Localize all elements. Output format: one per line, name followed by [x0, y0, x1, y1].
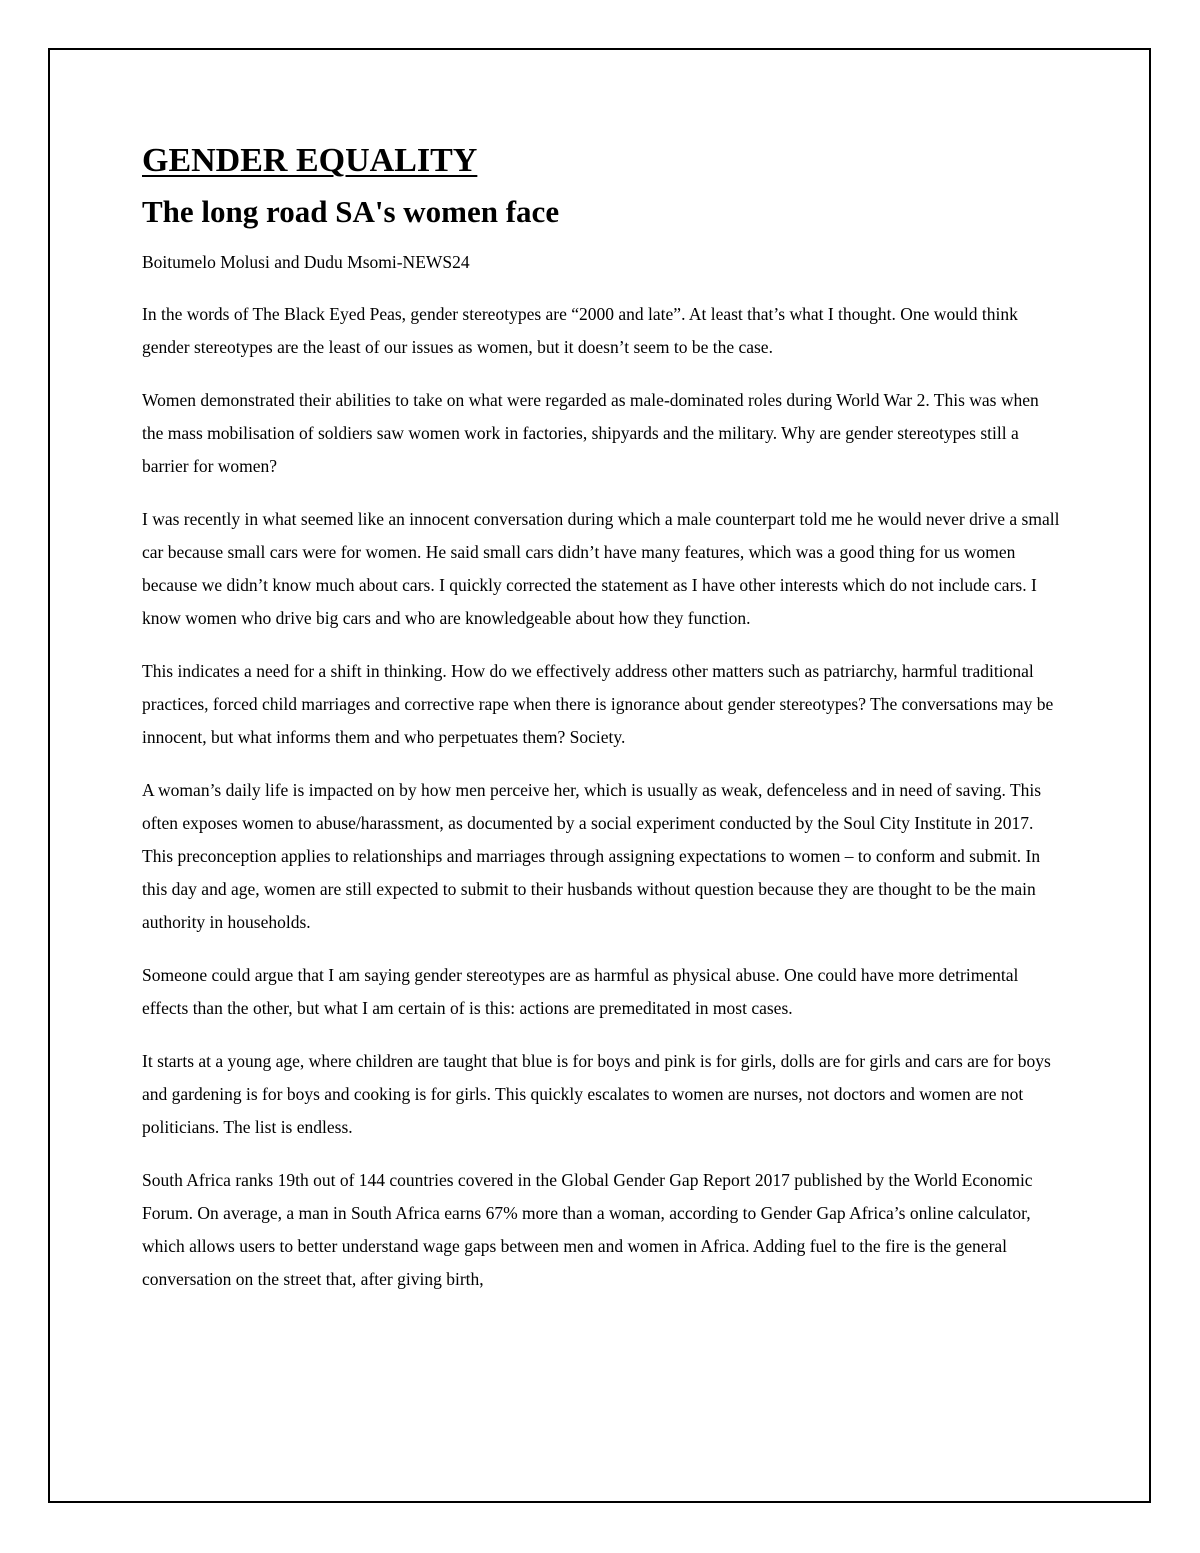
- article: [142, 138, 1062, 1296]
- paragraph-2: Women demonstrated their abilities to take on what were regarded as male-dominated roles during World War 2. This was when the mass mobilisation of soldiers saw women work in factories, shipyards and the military. Why are gender stereotypes still a barrier for women?: [142, 390, 1039, 476]
- article-title: GENDER EQUALITY: [142, 142, 478, 179]
- paragraph-8: South Africa ranks 19th out of 144 countries covered in the Global Gender Gap Report 2017 published by the World Economic Forum. On average, a man in South Africa earns 67% more than a woman, according to Gender Gap Africa’s online calculator, which allows users to better understand wage gaps between men and women in Africa. Adding fuel to the fire is the general conversation on the street that, after giving birth,: [142, 1170, 1033, 1289]
- paragraph-7: It starts at a young age, where children are taught that blue is for boys and pink is for girls, dolls are for girls and cars are for boys and gardening is for boys and cooking is for girls. This quickly escalates to women are nurses, not doctors and women are not politicians. The list is endless.: [142, 1051, 1051, 1137]
- paragraph-1: In the words of The Black Eyed Peas, gender stereotypes are “2000 and late”. At least that’s what I thought. One would think gender stereotypes are the least of our issues as women, but it doesn’t seem to be the case.: [142, 304, 1018, 357]
- paragraph-4: This indicates a need for a shift in thinking. How do we effectively address other matters such as patriarchy, harmful traditional practices, forced child marriages and corrective rape when there is ignorance about gender stereotypes? The conversations may be innocent, but what informs them and who perpetuates them? Society.: [142, 661, 1054, 747]
- paragraph-5: A woman’s daily life is impacted on by how men perceive her, which is usually as weak, defenceless and in need of saving. This often exposes women to abuse/harassment, as documented by a social experiment conducted by the Soul City Institute in 2017. This preconception applies to relationships and marriages through assigning expectations to women – to conform and submit. In this day and age, women are still expected to submit to their husbands without question because they are thought to be the main authority in households.: [142, 780, 1042, 932]
- article-byline: Boitumelo Molusi and Dudu Msomi-NEWS24: [142, 252, 470, 272]
- paragraph-3: I was recently in what seemed like an innocent conversation during which a male counterpart told me he would never drive a small car because small cars were for women. He said small cars didn’t have many features, which was a good thing for us women because we didn’t know much about cars. I quickly corrected the statement as I have other interests which do not include cars. I know women who drive big cars and who are knowledgeable about how they function.: [142, 509, 1060, 628]
- article-subtitle: The long road SA's women face: [142, 194, 560, 229]
- paragraph-6: Someone could argue that I am saying gender stereotypes are as harmful as physical abuse. One could have more detrimental effects than the other, but what I am certain of is this: actions are premeditated in most cases.: [142, 965, 1019, 1018]
